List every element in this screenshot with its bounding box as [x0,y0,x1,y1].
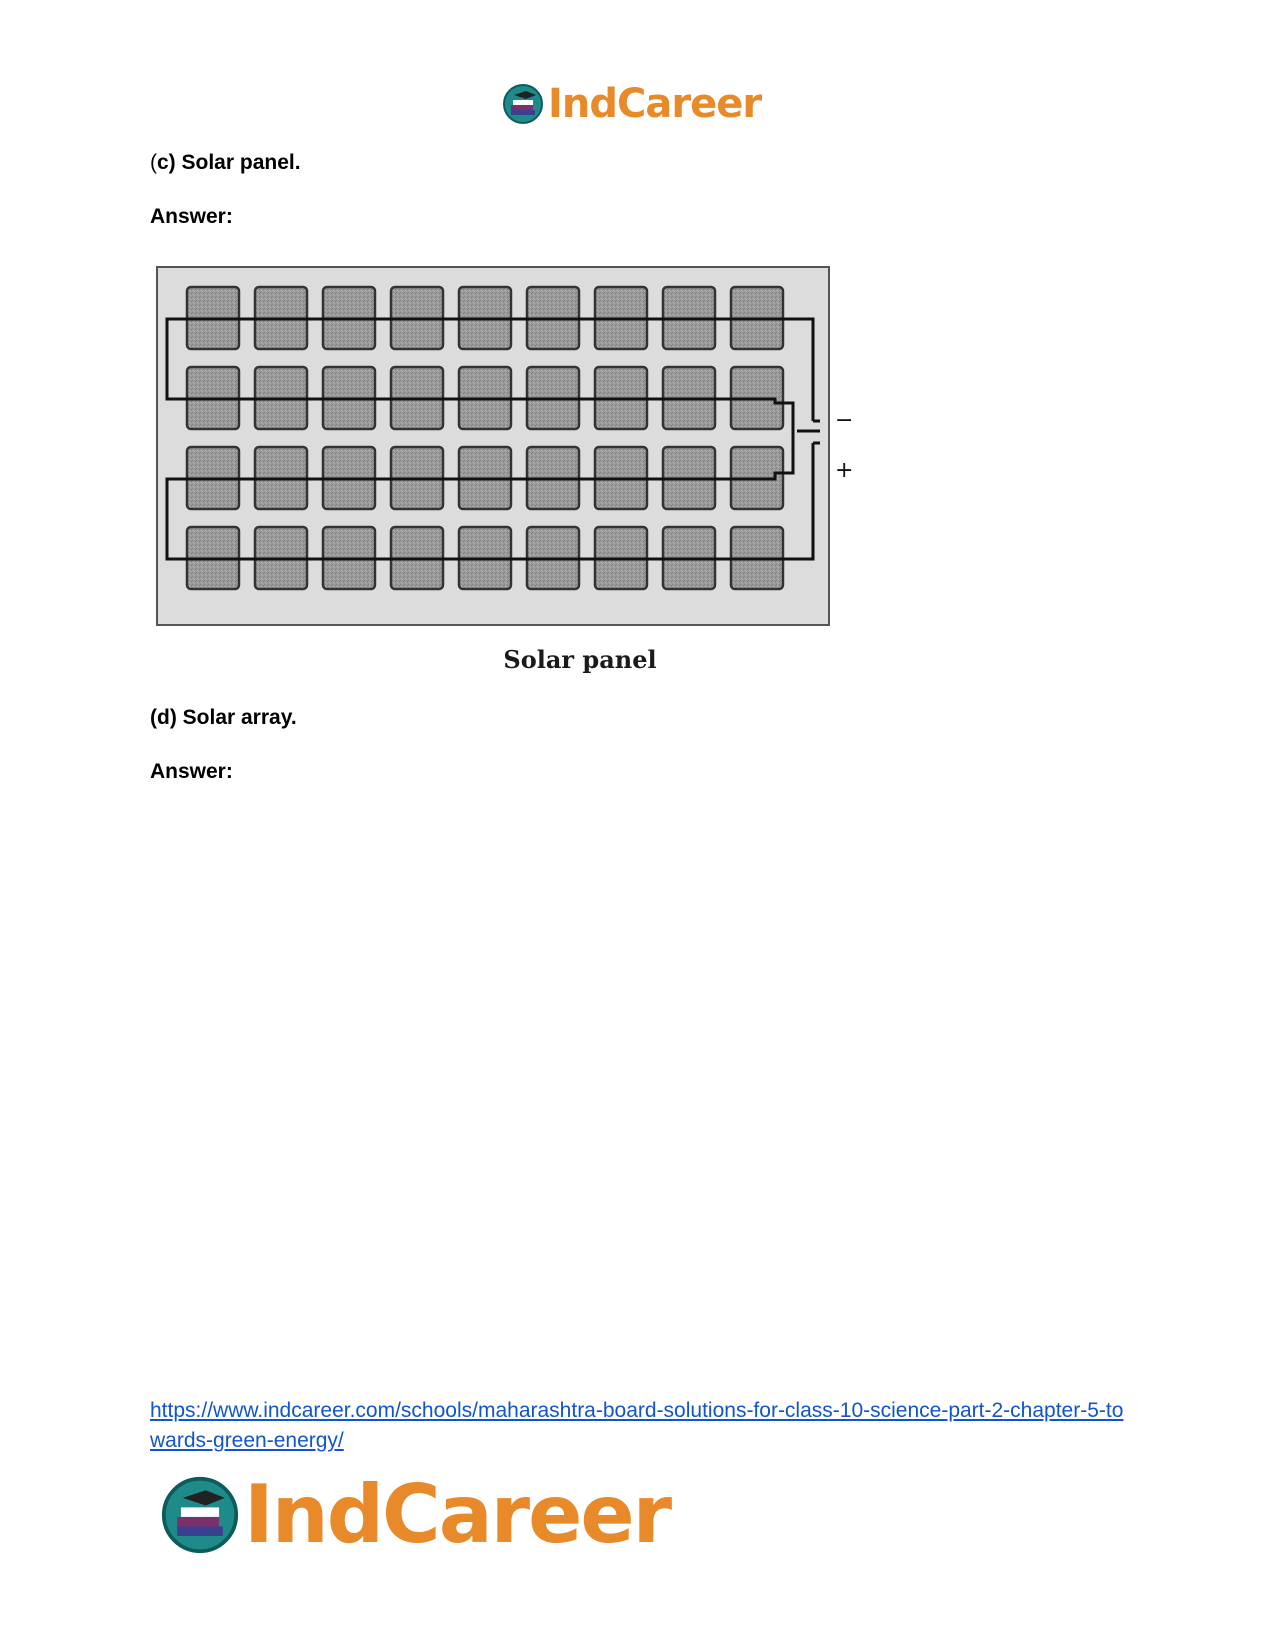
answer-d-label: Answer: [150,760,233,783]
indcareer-globe-icon [502,83,544,125]
header-logo [502,78,761,130]
question-c-label: c) Solar panel. [157,151,301,174]
source-link[interactable]: https://www.indcareer.com/schools/maharashtra-board-solutions-for-class-10-science-part-2-chapter-5-towards-green-energy/ [150,1399,1124,1452]
minus-terminal-label: − [835,408,854,433]
question-d-heading: (d) Solar array. [150,706,297,729]
footer-logo [160,1470,670,1560]
question-c-paren: ( [150,151,157,174]
indcareer-globe-icon [160,1475,240,1555]
figure-caption: Solar panel [503,645,657,674]
solar-panel-figure [155,265,875,685]
logo-wordmark: IndCareer [548,81,762,127]
plus-terminal-label: + [835,458,854,483]
logo-wordmark: IndCareer [244,1468,671,1561]
answer-c-label: Answer: [150,205,233,228]
question-c-heading [150,152,301,173]
